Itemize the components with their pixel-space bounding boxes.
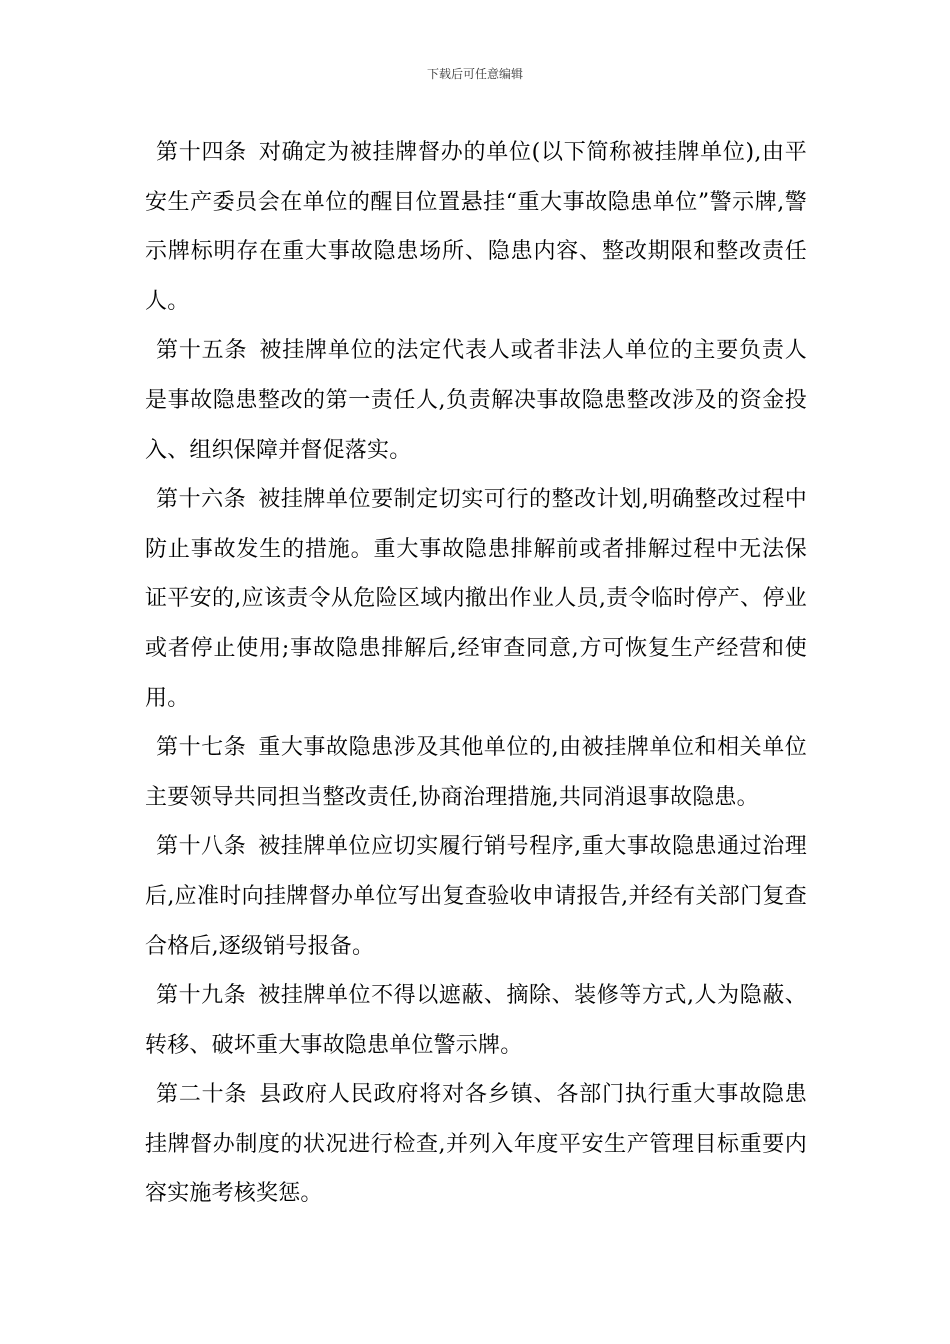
article-text: 被挂牌单位不得以遮蔽、摘除、装修等方式,人为隐蔽、转移、破坏重大事故隐患单位警示牌。: [145, 983, 807, 1058]
article-number: 第十五条: [156, 338, 248, 364]
article-14: [145, 128, 807, 326]
article-15: [145, 326, 807, 475]
article-text: 对确定为被挂牌督办的单位(以下简称被挂牌单位),由平安生产委员会在单位的醒目位置悬挂“重大事故隐患单位”警示牌,警示牌标明存在重大事故隐患场所、隐患内容、整改期限和整改责任人。: [145, 140, 807, 314]
article-20: [145, 1070, 807, 1219]
article-number: 第十六条: [156, 487, 247, 513]
article-number: 第十九条: [156, 983, 247, 1009]
article-text: 被挂牌单位要制定切实可行的整改计划,明确整改过程中防止事故发生的措施。重大事故隐患排解前或者排解过程中无法保证平安的,应该责令从危险区域内撤出作业人员,责令临时停产、停业或者停止使用;事故隐患排解后,经审查同意,方可恢复生产经营和使用。: [145, 487, 807, 711]
article-18: [145, 822, 807, 971]
document-body: [145, 128, 807, 1219]
article-text: 被挂牌单位应切实履行销号程序,重大事故隐患通过治理后,应准时向挂牌督办单位写出复查验收申请报告,并经有关部门复查合格后,逐级销号报备。: [145, 834, 807, 959]
article-number: 第二十条: [156, 1082, 248, 1108]
article-16: [145, 475, 807, 723]
article-19: [145, 971, 807, 1070]
article-text: 重大事故隐患涉及其他单位的,由被挂牌单位和相关单位主要领导共同担当整改责任,协商治理措施,共同消退事故隐患。: [145, 735, 807, 810]
article-number: 第十七条: [156, 735, 247, 761]
article-text: 县政府人民政府将对各乡镇、各部门执行重大事故隐患挂牌督办制度的状况进行检查,并列入年度平安生产管理目标重要内容实施考核奖惩。: [145, 1082, 807, 1207]
page-header-note: 下载后可任意编辑: [426, 67, 523, 81]
article-number: 第十四条: [156, 140, 247, 165]
article-number: 第十八条: [156, 834, 247, 860]
article-text: 被挂牌单位的法定代表人或者非法人单位的主要负责人是事故隐患整改的第一责任人,负责解决事故隐患整改涉及的资金投入、组织保障并督促落实。: [145, 338, 807, 463]
article-17: [145, 723, 807, 822]
